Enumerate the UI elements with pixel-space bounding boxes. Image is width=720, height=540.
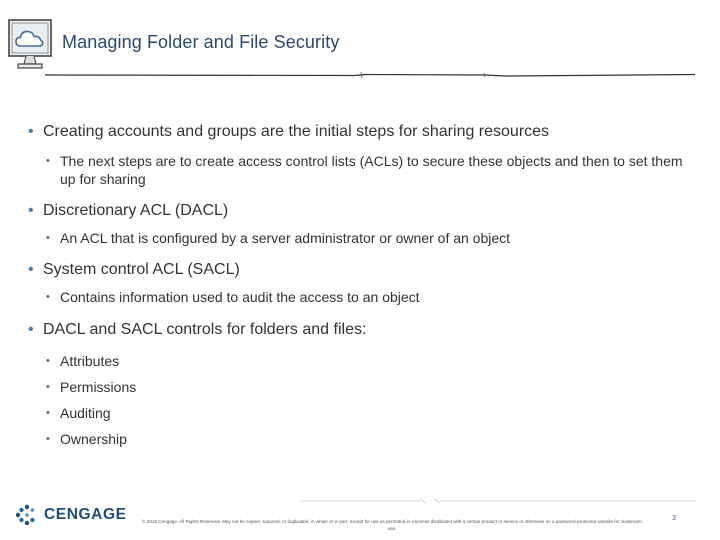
bullet-level2 [28, 378, 698, 396]
bullet-text: Ownership [60, 431, 127, 447]
bullet-level2 [28, 152, 698, 188]
bullet-level1 [28, 122, 698, 142]
bullet-marker: • [28, 202, 34, 219]
cengage-logo-icon [14, 503, 40, 527]
bullet-level2 [28, 352, 698, 370]
title-divider [45, 70, 695, 80]
bullet-text: Attributes [60, 353, 120, 369]
bullet-text: Contains information used to audit the access to an object [60, 289, 420, 305]
bullet-text: An ACL that is configured by a server administrator or owner of an object [60, 230, 511, 246]
bullet-marker: • [28, 261, 34, 278]
copyright-notice: © 2018 Cengage. All Rights Reserved. May not be copied, scanned, or duplicated, in whole or in part, except for use as permitted in a license distributed with a certain product or service or otherwise on a password-protected website for classroom use. [142, 519, 642, 531]
cloud-monitor-icon [6, 18, 56, 72]
bullet-level2 [28, 430, 698, 448]
bullet-text: Discretionary ACL (DACL) [43, 202, 229, 219]
bullet-level1 [28, 260, 698, 280]
bullet-marker: • [46, 433, 50, 445]
bullet-text: Permissions [60, 379, 137, 395]
bullet-text: System control ACL (SACL) [43, 261, 240, 278]
bullet-marker: • [46, 291, 50, 303]
bullet-level1 [28, 201, 698, 221]
bullet-marker: • [46, 232, 50, 244]
bullet-text: DACL and SACL controls for folders and files: [43, 321, 367, 338]
bullet-marker: • [46, 407, 50, 419]
bullet-level2 [28, 288, 698, 306]
bullet-marker: • [46, 381, 50, 393]
page-number: 3 [672, 515, 676, 522]
bullet-text: Auditing [60, 405, 111, 421]
logo-wordmark: CENGAGE [44, 506, 127, 523]
bullet-level2 [28, 229, 698, 247]
bullet-marker: • [46, 355, 50, 367]
bullet-text: The next steps are to create access control lists (ACLs) to secure these objects and then to set them up for sharing [60, 153, 683, 187]
footer-divider [300, 498, 695, 504]
bullet-content [28, 122, 698, 448]
bullet-text: Creating accounts and groups are the initial steps for sharing resources [43, 123, 550, 140]
bullet-marker: • [28, 321, 34, 338]
slide-title: Managing Folder and File Security [62, 32, 340, 52]
bullet-level1 [28, 320, 698, 340]
bullet-level2 [28, 404, 698, 422]
bullet-marker: • [46, 155, 50, 167]
bullet-marker: • [28, 123, 34, 140]
